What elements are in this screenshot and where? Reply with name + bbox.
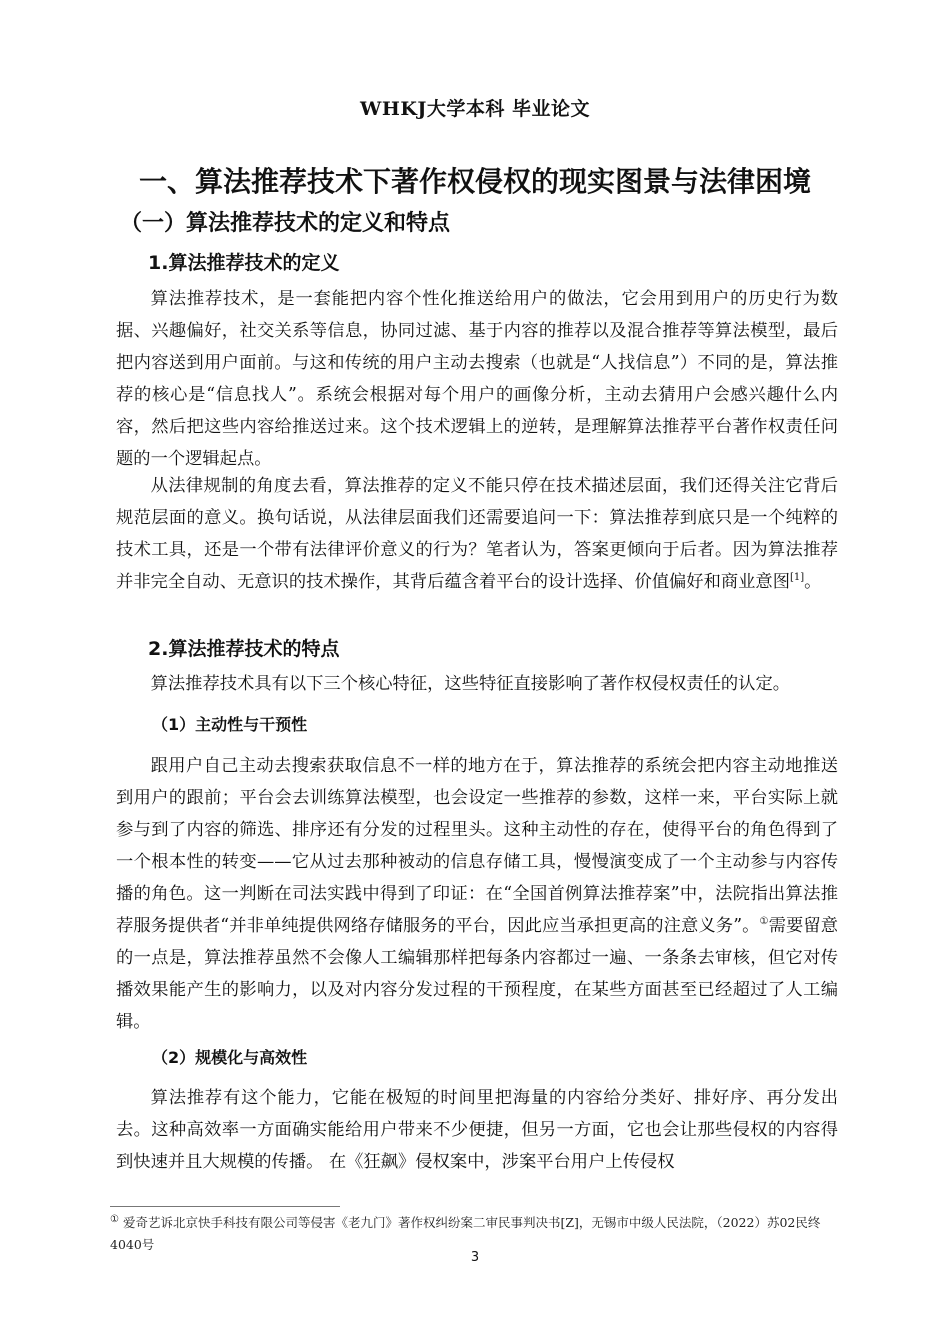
footnote-divider: [110, 1206, 340, 1207]
paragraph-definition: 算法推荐技术，是一套能把内容个性化推送给用户的做法，它会用到用户的历史行为数据、兴趣偏好，社交关系等信息，协同过滤、基于内容的推荐以及混合推荐等算法模型，最后把内容送到用户面前。与这和传统的用户主动去搜索（也就是“人找信息”）不同的是，算法推荐的核心是“信息找人”。系统会根据对每个用户的画像分析，主动去猜用户会感兴趣什么内容，然后把这些内容给推送过来。这个技术逻辑上的逆转，是理解算法推荐平台著作权责任问题的一个逻辑起点。: [116, 289, 838, 469]
paragraph-end: 需要留意的一点是，算法推荐虽然不会像人工编辑那样把每条内容都过一遍、一条条去审核，但它对传播效果能产生的影响力，以及对内容分发过程的干预程度，在某些方面甚至已经超过了人工编辑。: [116, 916, 838, 1032]
paragraph-initiative: [116, 750, 838, 1038]
subsection-title-features: 2.算法推荐技术的特点: [148, 638, 340, 660]
subsection-title-definition: 1.算法推荐技术的定义: [148, 252, 340, 274]
running-header: WHKJ大学本科 毕业论文: [360, 98, 590, 120]
citation-mark: [1]: [789, 572, 805, 584]
paragraph-features-intro: 算法推荐技术具有以下三个核心特征，这些特征直接影响了著作权侵权责任的认定。: [150, 674, 791, 694]
paragraph-end: 。: [804, 572, 822, 592]
paragraph-legal-perspective: [116, 470, 838, 598]
paragraph-text: 从法律规制的角度去看，算法推荐的定义不能只停在技术描述层面，我们还得关注它背后规范层面的意义。换句话说，从法律层面我们还需要追问一下：算法推荐到底只是一个纯粹的技术工具，还是一个带有法律评价意义的行为？笔者认为，答案更倾向于后者。因为算法推荐并非完全自动、无意识的技术操作，其背后蕴含着平台的设计选择、价值偏好和商业意图: [116, 476, 838, 592]
paragraph-text: 跟用户自己主动去搜索获取信息不一样的地方在于，算法推荐的系统会把内容主动地推送到用户的跟前；平台会去训练算法模型，也会设定一些推荐的参数，这样一来，平台实际上就参与到了内容的筛选、排序还有分发的过程里头。这种主动性的存在，使得平台的角色得到了一个根本性的转变——它从过去那种被动的信息存储工具，慢慢演变成了一个主动参与内容传播的角色。这一判断在司法实践中得到了印证：在“全国首例算法推荐案”中，法院指出算法推荐服务提供者“并非单纯提供网络存储服务的平台，因此应当承担更高的注意义务”。: [116, 756, 838, 936]
footnote-mark: ①: [759, 916, 769, 928]
page-number: 3: [470, 1250, 480, 1265]
item-title-scale: （2）规模化与高效性: [152, 1048, 308, 1067]
paragraph-scale: 算法推荐有这个能力，它能在极短的时间里把海量的内容给分类好、排好序、再分发出去。这种高效率一方面确实能给用户带来不少便捷，但另一方面，它也会让那些侵权的内容得到快速并且大规模的传播。 在《狂飙》侵权案中，涉案平台用户上传侵权: [116, 1088, 838, 1172]
chapter-title: 一、算法推荐技术下著作权侵权的现实图景与法律困境: [138, 165, 811, 198]
footnote-text: 爱奇艺诉北京快手科技有限公司等侵害《老九门》著作权纠纷案二审民事判决书[Z]，无锡市中级人民法院，（2022）苏02民终4040号: [110, 1215, 821, 1252]
item-title-initiative: （1）主动性与干预性: [152, 715, 308, 734]
footnote-mark: ①: [110, 1213, 119, 1225]
section-title: （一）算法推荐技术的定义和特点: [120, 211, 451, 236]
